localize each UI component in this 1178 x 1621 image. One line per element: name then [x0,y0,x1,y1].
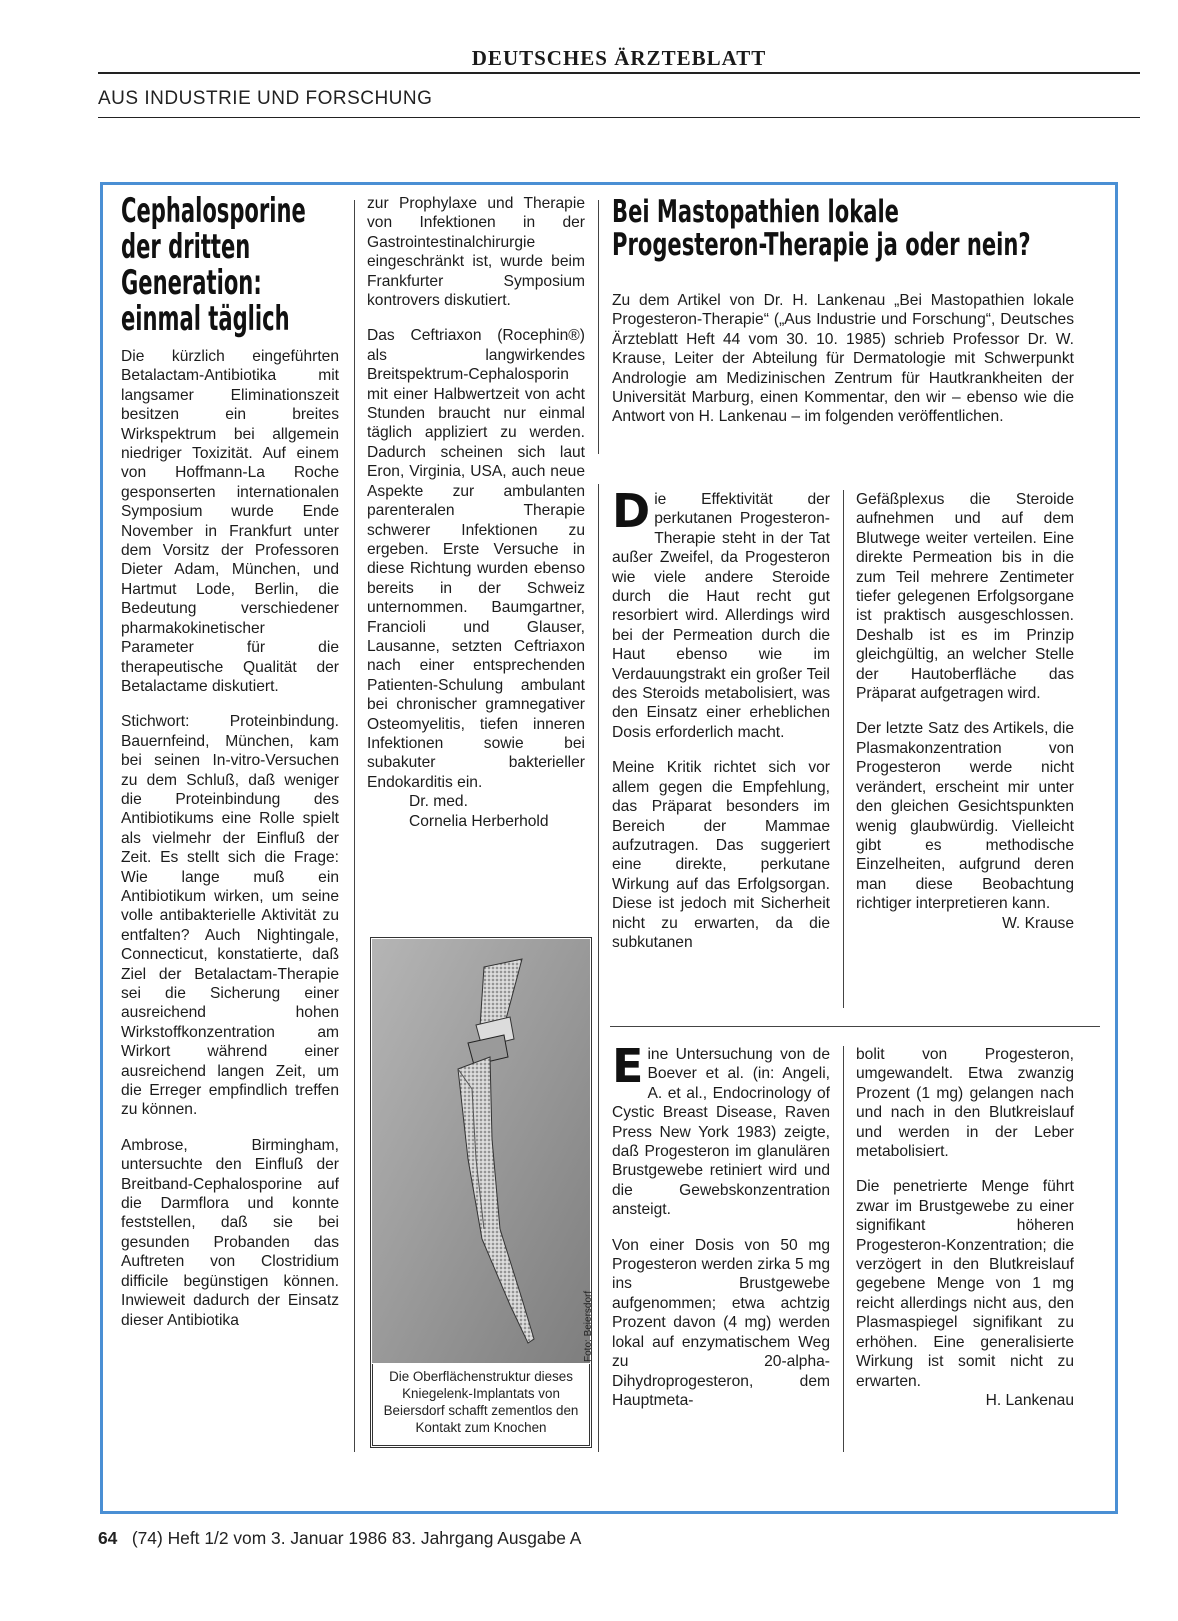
author-title: Dr. med. [409,793,468,811]
article1-column1 [121,347,339,1330]
section-rule [98,117,1140,118]
column-divider [843,1046,844,1452]
implant-photo [372,939,590,1363]
paragraph-text: ine Untersuchung von de Boever et al. (in: Angeli, A. et al., Endocrinology of Cystic Breast Disease, Raven Press New York 1983) zeigte, daß Progesteron im glanulären Brustgewebe retiniert wird und die Gewebskonzentration ansteigt. [612,1046,830,1219]
headline-line: der dritten [121,227,251,268]
author-name: Cornelia Herberhold [409,812,549,830]
headline-line: Progesteron-Therapie ja oder nein? [612,226,1031,263]
drop-cap: E [612,1039,644,1093]
column-divider [354,200,355,1452]
page-number: 64 [98,1528,118,1548]
lankenau-column-right [856,1045,1074,1410]
article-divider [610,1026,1100,1027]
paragraph: Stichwort: Proteinbindung. Bauernfeind, München, kam bei seinen In-vitro-Versuchen zu dem Schluß, daß weniger die Proteinbindung des Antibiotikums eine Rolle spielt als vielmehr der Einfluß der Zeit. Es stellt sich die Frage: Wie lange muß ein Antibiotikum wirken, um seine volle antibakterielle Aktivität zu entfalten? Auch Nightingale, Connecticut, konstatierte, daß Ziel der Betalactam-Therapie sei die Sicherung einer ausreichend hohen Wirkstoffkonzentration am Wirkort während einer ausreichend langen Zeit, um die Erreger empfindlich treffen zu können. [121,713,339,1119]
paragraph: Der letzte Satz des Artikels, die Plasmakonzentration von Progesteron werde nicht verändert, erscheint mir unter den gleichen Gesichtspunkten wenig glaubwürdig. Vielleicht gibt es methodische Einzelheiten, aufgrund deren man diese Beobachtung richtiger interpretieren kann. [856,720,1074,913]
article2-intro: Zu dem Artikel von Dr. H. Lankenau „Bei Mastopathien lokale Progesteron-Therapie“ („Aus Industrie und Forschung“, Deutsches Ärzteblatt Heft 44 vom 30. 10. 1985) schrieb Professor Dr. W. Krause, Leiter der Abteilung für Dermatologie mit Schwerpunkt Andrologie am Medizinischen Zentrum für Hautkrankheiten der Universität Marburg, einen Kommentar, den wir – ebenso wie die Antwort von H. Lankenau – im folgenden veröffentlichen. [612,292,1074,426]
photo-credit: Foto: Beiersdorf [583,1290,594,1362]
paragraph: bolit von Progesteron, umgewandelt. Etwa zwanzig Prozent (1 mg) gelangen nach und nach in den Blutkreislauf und werden in der Leber metabolisiert. [856,1046,1074,1161]
article1-headline [121,191,344,340]
column-divider [598,200,599,454]
issue-info: (74) Heft 1/2 vom 3. Januar 1986 83. Jahrgang Ausgabe A [131,1528,582,1548]
paragraph: Das Ceftriaxon (Rocephin®) als langwirkendes Breitspektrum-Cephalosporin mit einer Halbwertzeit von acht Stunden braucht nur einmal täglich appliziert zu werden. Dadurch scheinen sich laut Eron, Virginia, USA, auch neue Aspekte zur ambulanten parenteralen Therapie schwerer Infektionen zu ergeben. Erste Versuche in diese Richtung wurden ebenso bereits in der Schweiz unternommen. Baumgartner, Francioli und Glauser, Lausanne, setzten Ceftriaxon nach einer entsprechenden Patienten-Schulung ambulant bei chronischer gramnegativer Osteomyelitis, tiefen inneren Infektionen sowie bei subakuter bakterieller Endokarditis ein. [367,327,585,791]
photo-caption: Die Oberflächenstruktur dieses Kniegelenk-Implantats von Beiersdorf schafft zementlos den Kontakt zum Knochen [372,1364,590,1446]
krause-column-right [856,490,1074,933]
paragraph: Ambrose, Birmingham, untersuchte den Einfluß der Breitband-Cephalosporine auf die Darmflora und konnte feststellen, daß sie bei gesunden Probanden das Auftreten von Clostridium difficile begünstigen können. Inwieweit dadurch der Einsatz dieser Antibiotika [121,1136,339,1329]
paragraph [612,484,830,742]
krause-column-left [612,484,830,952]
page-footer [98,1528,581,1549]
paragraph: Die kürzlich eingeführten Betalactam-Antibiotika mit langsamer Eliminationszeit besitzen ein breites Wirkspektrum bei allgemein niedriger Toxizität. Auf einem von Hoffmann-La Roche gesponserten internationalen Symposium wurde Ende November in Frankfurt unter dem Vorsitz der Professoren Dieter Adam, München, und Hartmut Lode, Berlin, die Bedeutung verschiedener pharmakokinetischer Parameter für die therapeutische Qualität der Betalactame diskutiert. [121,348,339,695]
knee-implant-image [372,939,590,1363]
paragraph: Von einer Dosis von 50 mg Progesteron werden zirka 5 mg ins Brustgewebe aufgenommen; etwa achtzig Prozent davon (4 mg) werden lokal auf enzymatischem Weg zu 20-alpha-Dihydroprogesteron, dem Hauptmeta- [612,1236,830,1409]
masthead: DEUTSCHES ÄRZTEBLATT [471,46,767,70]
drop-cap: D [612,484,651,538]
column-divider [598,484,599,1452]
signature-krause: W. Krause [1002,914,1074,932]
paragraph: Gefäßplexus die Steroide aufnehmen und auf dem Blutwege weiter verteilen. Eine direkte Permeation bis in die zum Teil mehrere Zentimeter tiefer gelegenen Erfolgsorgane ist praktisch ausgeschlossen. Deshalb ist es im Prinzip gleichgültig, an welcher Stelle der Hautoberfläche das Präparat aufgetragen wird. [856,491,1074,703]
signature-lankenau: H. Lankenau [985,1391,1074,1409]
headline-line: einmal täglich [121,299,290,340]
headline-line: Cephalosporine [121,191,306,231]
article1-column2 [367,194,585,831]
headline-line: Bei Mastopathien lokale [612,194,899,230]
article2-headline [612,196,1088,262]
lankenau-column-left [612,1039,830,1410]
section-label: AUS INDUSTRIE UND FORSCHUNG [98,88,433,109]
paragraph: Die penetrierte Menge führt zwar im Brustgewebe zu einer signifikant höheren Progesteron-Konzentration; die verzögert in den Blutkreislauf gegebene Menge von 1 mg reicht allerdings nicht aus, den Plasmaspiegel signifikant zu erhöhen. Eine generalisierte Wirkung ist somit nicht zu erwarten. [856,1178,1074,1390]
headline-line: Generation: [121,263,262,304]
paragraph: zur Prophylaxe und Therapie von Infektionen in der Gastrointestinalchirurgie eingeschränkt ist, wurde beim Frankfurter Symposium kontrovers diskutiert. [367,195,585,310]
paragraph [612,1039,830,1220]
paragraph: Meine Kritik richtet sich vor allem gegen die Empfehlung, das Präparat besonders im Bereich der Mammae aufzutragen. Das suggeriert eine direkte, perkutane Wirkung auf das Erfolgsorgan. Diese ist jedoch mit Sicherheit nicht zu erwarten, da die subkutanen [612,759,830,951]
column-divider [843,490,844,1008]
paragraph-text: ie Effektivität der perkutanen Progesteron-Therapie steht in der Tat außer Zweifel, da Progesteron wie viele andere Steroide durch die Haut recht gut resorbiert wird. Allerdings wird bei der Permeation durch die Haut ebenso wie im Verdauungstrakt ein großer Teil des Steroids metabolisiert, was den Einsatz einer erheblichen Dosis erforderlich macht. [612,491,830,741]
masthead-rule [98,72,1140,74]
